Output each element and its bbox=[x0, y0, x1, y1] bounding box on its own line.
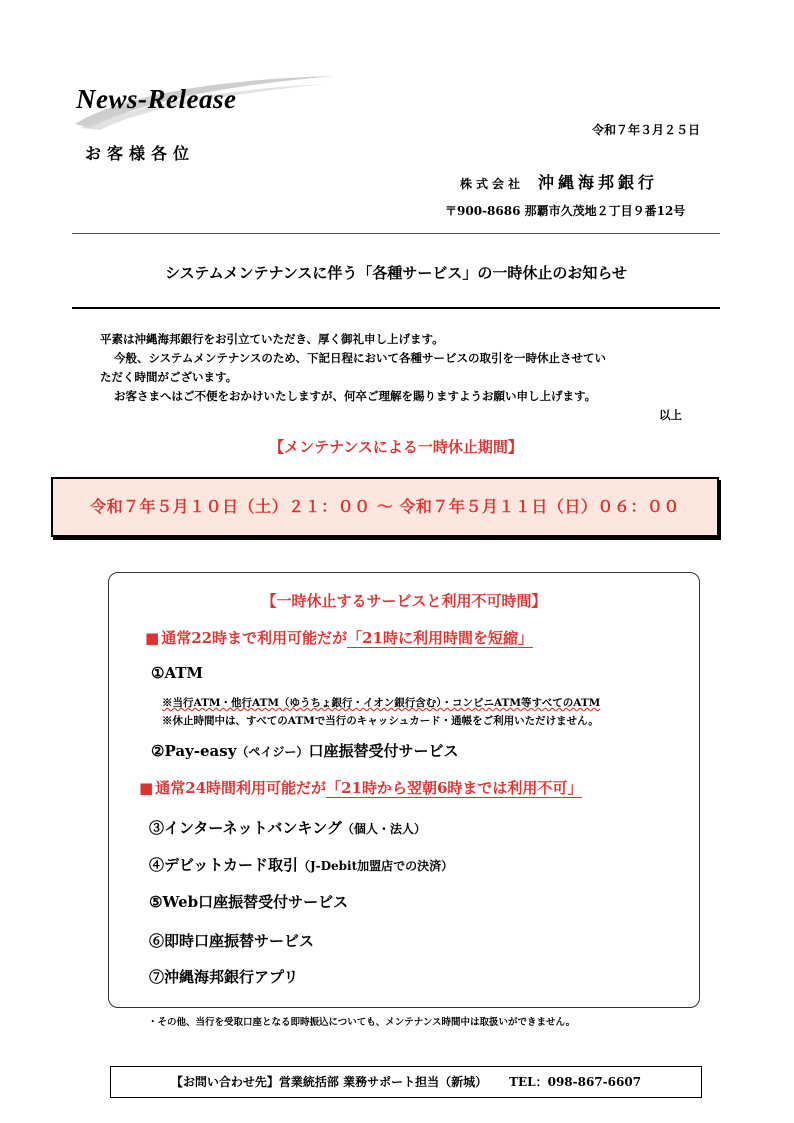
service-item-payeasy-name: ②Pay-easy bbox=[151, 742, 237, 760]
service-item-web-account-transfer: ⑤Web口座振替受付サービス bbox=[149, 893, 349, 911]
divider-bottom bbox=[72, 307, 720, 309]
service-item-internet-banking-note: （個人・法人） bbox=[341, 822, 426, 836]
maintenance-title: 【メンテナンスによる一時休止期間】 bbox=[269, 438, 523, 456]
atm-note-1 bbox=[162, 695, 600, 710]
square-bullet-icon: ■ bbox=[145, 629, 160, 647]
services-title: 【一時休止するサービスと利用不可時間】 bbox=[261, 592, 547, 610]
body-text bbox=[100, 330, 700, 425]
atm-note-1-text: ※当行ATM・他行ATM（ゆうちょ銀行・イオン銀行含む）・コンビニATM等すべてのATM bbox=[162, 697, 601, 709]
addressee: お客様各位 bbox=[85, 144, 196, 163]
category-quote: 「21時から翌朝6時までは利用不可」 bbox=[326, 779, 583, 797]
service-item-app: ⑦沖縄海邦銀行アプリ bbox=[149, 968, 299, 986]
service-item-debit bbox=[149, 854, 453, 875]
company-name-text: 沖縄海邦銀行 bbox=[538, 173, 659, 192]
service-item-payeasy bbox=[151, 740, 458, 761]
divider-top bbox=[72, 233, 720, 234]
contact-tel: TEL：098-867-6607 bbox=[509, 1075, 642, 1089]
news-release-logo: News-Release bbox=[76, 84, 237, 114]
service-item-payeasy-kana: （ペイジー） bbox=[236, 745, 309, 759]
body-paragraph-1: 平素は沖縄海邦銀行をお引立ていただき、厚く御礼申し上げます。 bbox=[100, 332, 444, 346]
category-unavailable-overnight bbox=[139, 777, 582, 798]
body-paragraph-3: お客さまへはご不便をおかけいたしますが、何卒ご理解を賜りますようお願い申し上げます。 bbox=[114, 389, 597, 403]
page-title: システムメンテナンスに伴う「各種サービス」の一時休止のお知らせ bbox=[165, 264, 627, 282]
contact-label: 【お問い合わせ先】営業統括部 業務サポート担当（新城） bbox=[170, 1075, 488, 1089]
category-label: 通常24時間利用可能だが bbox=[155, 779, 327, 797]
service-item-debit-name: ④デビットカード取引 bbox=[149, 856, 298, 874]
category-quote: 「21時に利用時間を短縮」 bbox=[347, 629, 533, 647]
body-paragraph-2b: ただく時間がございます。 bbox=[100, 370, 238, 384]
company-name bbox=[460, 170, 658, 193]
company-address: 〒900-8686 那覇市久茂地２丁目９番12号 bbox=[445, 204, 686, 218]
service-item-instant-transfer: ⑥即時口座振替サービス bbox=[149, 932, 315, 950]
service-item-debit-note: （J-Debit加盟店での決済） bbox=[297, 859, 454, 873]
category-shortened-hours bbox=[145, 627, 533, 648]
atm-note-2: ※休止時間中は、すべてのATMで当行のキャッシュカード・通帳をご利用いただけません。 bbox=[162, 715, 599, 727]
body-paragraph-2a: 今般、システムメンテナンスのため、下記日程において各種サービスの取引を一時休止させてい bbox=[114, 351, 606, 365]
maintenance-period: 令和７年５月１０日（土）２１：００ 〜 令和７年５月１１日（日）０６：００ bbox=[90, 497, 680, 516]
category-label: 通常22時まで利用可能だが bbox=[161, 629, 348, 647]
release-date: 令和７年３月２５日 bbox=[591, 123, 700, 137]
company-prefix: 株式会社 bbox=[460, 177, 525, 191]
contact-box bbox=[110, 1066, 702, 1098]
service-item-atm: ①ATM bbox=[151, 664, 204, 682]
service-item-payeasy-desc: 口座振替受付サービス bbox=[308, 742, 459, 760]
maintenance-period-box bbox=[51, 477, 719, 537]
square-bullet-icon: ■ bbox=[139, 779, 154, 797]
closing-text: 以上 bbox=[659, 408, 682, 422]
service-item-internet-banking-name: ③インターネットバンキング bbox=[149, 819, 342, 837]
service-item-internet-banking bbox=[149, 817, 426, 838]
footnote: ・その他、当行を受取口座となる即時振込についても、メンテナンス時間中は取扱いができません。 bbox=[148, 1017, 576, 1028]
contact-text bbox=[111, 1067, 701, 1097]
